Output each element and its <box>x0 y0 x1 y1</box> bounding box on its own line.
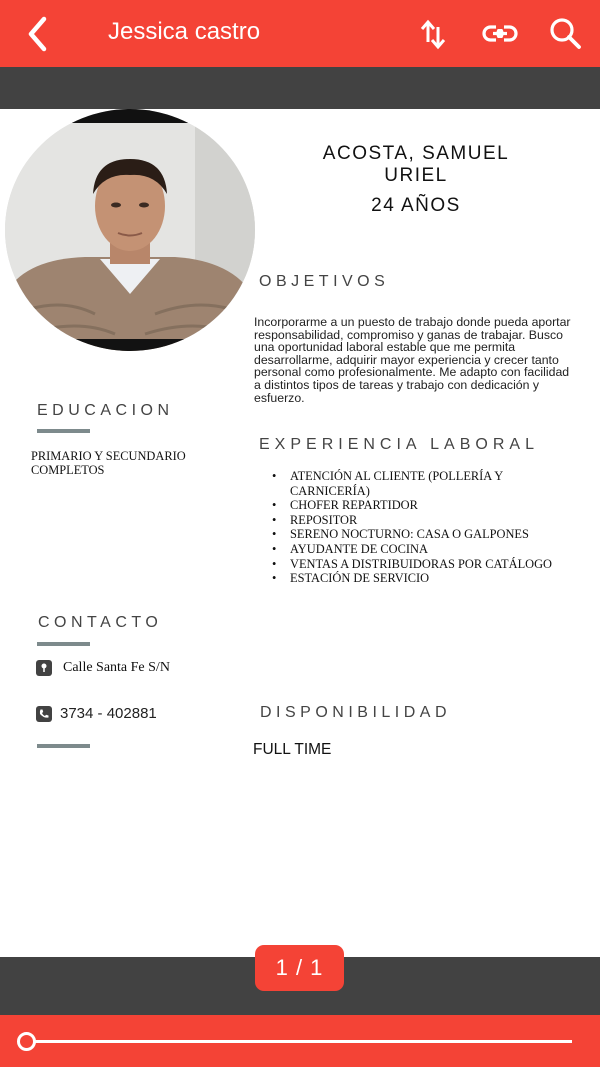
page-slider-track[interactable] <box>28 1040 572 1043</box>
contact-divider-bottom <box>37 744 90 748</box>
list-item: • CHOFER REPARTIDOR <box>272 498 572 513</box>
availability-text: FULL TIME <box>253 741 332 758</box>
list-item: • VENTAS A DISTRIBUIDORAS POR CATÁLOGO <box>272 557 572 572</box>
list-item: • AYUDANTE DE COCINA <box>272 542 572 557</box>
education-divider <box>37 429 90 433</box>
sort-icon[interactable] <box>414 14 454 54</box>
experience-heading: EXPERIENCIA LABORAL <box>259 436 539 453</box>
page-indicator: 1 / 1 <box>255 945 344 991</box>
location-pin-icon <box>36 660 52 676</box>
cv-page <box>0 109 600 957</box>
search-icon[interactable] <box>546 14 586 54</box>
candidate-age: 24 AÑOS <box>371 195 461 216</box>
phone-text: 3734 - 402881 <box>60 705 157 722</box>
experience-list <box>272 469 572 586</box>
list-item: • ATENCIÓN AL CLIENTE (POLLERÍA Y CARNICERÍA) <box>272 469 572 498</box>
viewer-background-top <box>0 67 600 109</box>
back-arrow-icon[interactable] <box>22 14 56 54</box>
link-icon[interactable] <box>480 14 520 54</box>
contact-divider <box>37 642 90 646</box>
objectives-heading: OBJETIVOS <box>259 273 390 290</box>
list-item: • ESTACIÓN DE SERVICIO <box>272 571 572 586</box>
list-item: • SERENO NOCTURNO: CASA O GALPONES <box>272 527 572 542</box>
candidate-name: ACOSTA, SAMUEL URIEL <box>322 143 510 186</box>
contact-heading: CONTACTO <box>38 614 163 631</box>
address-text: Calle Santa Fe S/N <box>63 660 170 675</box>
profile-photo <box>5 109 255 351</box>
document-title: Jessica castro <box>108 18 261 45</box>
list-item: • REPOSITOR <box>272 513 572 528</box>
availability-heading: DISPONIBILIDAD <box>260 704 452 721</box>
page-scrubber-bar <box>0 1015 600 1067</box>
objectives-text: Incorporarme a un puesto de trabajo donde pueda aportar responsabilidad, compromiso y ganas de trabajar. Busco una oportunidad laboral estable que me permita desarrollarme, adquirir mayor experiencia y crecer tanto personal como profesionalmente. Me adapto con facilidad a distintos tipos de tareas y trabajo con dedicación y esfuerzo. <box>254 315 571 405</box>
page-slider-thumb[interactable] <box>17 1032 36 1051</box>
app-toolbar <box>0 0 600 67</box>
education-text: PRIMARIO Y SECUNDARIO COMPLETOS <box>31 449 186 477</box>
education-heading: EDUCACION <box>37 402 174 419</box>
phone-icon <box>36 706 52 722</box>
